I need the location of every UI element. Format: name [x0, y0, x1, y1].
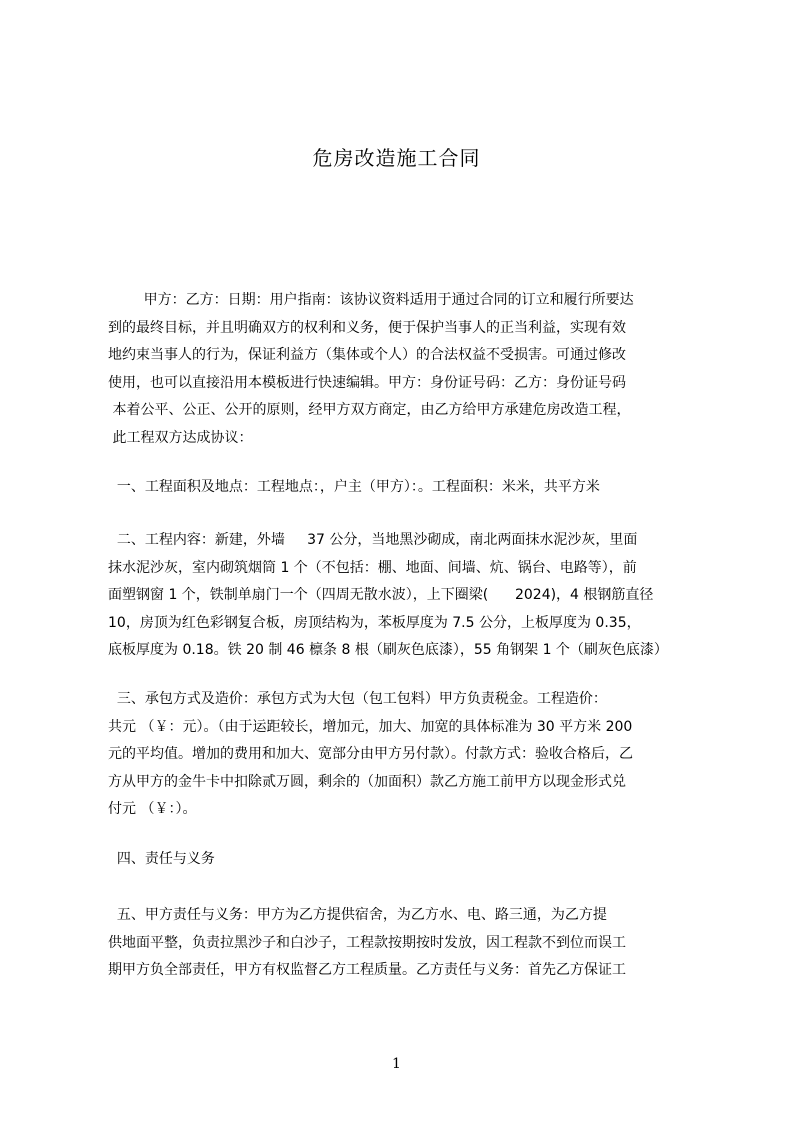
- text-line: 四、责任与义务: [108, 851, 215, 867]
- text-line: 使用，也可以直接沿用本模板进行快速编辑。甲方：身份证号码：乙方：身份证号码: [108, 374, 626, 391]
- text-line: 地约束当事人的行为，保证利益方（集体或个人）的合法权益不受损害。可通过修改: [108, 347, 626, 363]
- text-line: 此工程双方达成协议：: [108, 429, 253, 446]
- section-4-responsibilities-heading: [108, 846, 708, 874]
- text-line: 元的平均值。增加的费用和加大、宽部分由甲方另付款）。付款方式：验收合格后，乙: [108, 746, 633, 762]
- text-line: 抹水泥沙灰，室内砌筑烟筒 1 个（不包括：棚、地面、间墙、炕、锅台、电路等），前: [108, 559, 637, 576]
- text-line: 期甲方负全部责任，甲方有权监督乙方工程质量。乙方责任与义务：首先乙方保证工: [108, 962, 626, 978]
- text-line: 共元 （￥：元）。（由于运距较长，增加元，加大、加宽的具体标准为 30 平方米 200: [108, 718, 633, 735]
- paragraph-intro: [108, 287, 708, 452]
- text-line: 到的最终目标，并且明确双方的权利和义务，便于保护当事人的正当利益，实现有效: [108, 319, 626, 336]
- text-line: 一、工程面积及地点：工程地点：，户主（甲方）：。工程面积：米米，共平方米: [108, 479, 600, 495]
- text-line: 面塑钢窗 1 个，铁制单扇门一个（四周无散水波），上下圈梁( 2024)，4 根钢筋直径: [108, 587, 654, 603]
- text-line: 10，房顶为红色彩钢复合板，房顶结构为，苯板厚度为 7.5 公分，上板厚度为 0.35，: [108, 614, 641, 631]
- section-5-party-a-duties: [108, 902, 708, 985]
- text-line: 底板厚度为 0.18。铁 20 制 46 檩条 8 根（刷灰色底漆），55 角钢架 1 个（刷灰色底漆）: [108, 642, 668, 658]
- section-1-area-location: [108, 474, 708, 502]
- text-line: 方从甲方的金牛卡中扣除贰万圆，剩余的（加面积）款乙方施工前甲方以现金形式兑: [108, 773, 626, 790]
- section-2-work-content: [108, 527, 708, 665]
- text-line: 本着公平、公正、公开的原则，经甲方双方商定，由乙方给甲方承建危房改造工程，: [108, 402, 631, 418]
- text-line: 付元 （￥：）。: [108, 801, 197, 817]
- section-3-contract-price: [108, 686, 708, 824]
- document-title: 危房改造施工合同: [312, 146, 481, 170]
- text-line: 甲方：乙方：日期：用户指南：该协议资料适用于通过合同的订立和履行所要达: [108, 292, 634, 308]
- text-line: 供地面平整，负责拉黑沙子和白沙子，工程款按期按时发放，因工程款不到位而误工: [108, 934, 626, 951]
- text-line: 二、工程内容：新建，外墙 37 公分，当地黑沙砌成，南北两面抹水泥沙灰，里面: [108, 532, 638, 548]
- text-line: 五、甲方责任与义务：甲方为乙方提供宿舍，为乙方水、电、路三通，为乙方提: [108, 907, 607, 923]
- text-line: 三、承包方式及造价：承包方式为大包（包工包料）甲方负责税金。工程造价：: [108, 691, 607, 707]
- page-number: 1: [392, 1056, 401, 1072]
